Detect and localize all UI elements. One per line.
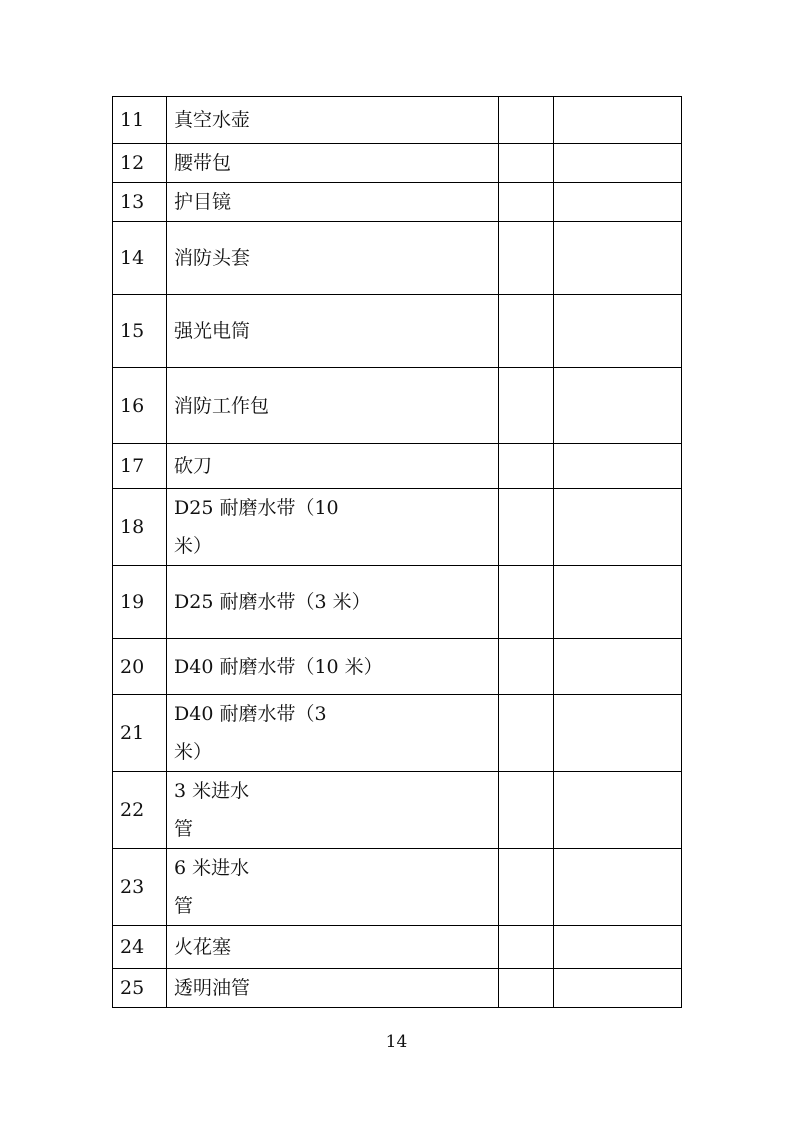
empty-cell [499,772,554,849]
item-name: 消防工作包 [167,368,499,444]
item-name: D40 耐磨水带（10 米） [167,639,499,695]
row-number: 21 [113,695,167,772]
empty-cell [499,368,554,444]
table-row [113,772,682,849]
table-row [113,144,682,183]
empty-cell [554,97,682,144]
item-name: 消防头套 [167,222,499,295]
item-name: 真空水壶 [167,97,499,144]
table-row [113,295,682,368]
item-name: 透明油管 [167,969,499,1008]
empty-cell [499,144,554,183]
empty-cell [499,489,554,566]
item-name: 6 米进水管 [167,849,499,926]
empty-cell [554,144,682,183]
table-row [113,639,682,695]
empty-cell [554,489,682,566]
empty-cell [554,368,682,444]
table-row [113,368,682,444]
table-row [113,222,682,295]
table-row [113,97,682,144]
row-number: 18 [113,489,167,566]
row-number: 19 [113,566,167,639]
empty-cell [554,566,682,639]
row-number: 25 [113,969,167,1008]
empty-cell [499,969,554,1008]
empty-cell [554,222,682,295]
row-number: 17 [113,444,167,489]
page-number: 14 [385,1032,408,1052]
row-number: 16 [113,368,167,444]
table-row [113,444,682,489]
empty-cell [554,695,682,772]
empty-cell [499,444,554,489]
table-row [113,566,682,639]
empty-cell [499,566,554,639]
item-name: 砍刀 [167,444,499,489]
item-name: 腰带包 [167,144,499,183]
item-name: 3 米进水管 [167,772,499,849]
empty-cell [554,183,682,222]
equipment-table [112,96,682,1008]
table-row [113,489,682,566]
empty-cell [554,444,682,489]
table-row [113,969,682,1008]
empty-cell [554,849,682,926]
empty-cell [499,222,554,295]
item-name: 火花塞 [167,926,499,969]
empty-cell [499,926,554,969]
row-number: 12 [113,144,167,183]
row-number: 11 [113,97,167,144]
empty-cell [554,639,682,695]
empty-cell [499,849,554,926]
empty-cell [554,969,682,1008]
row-number: 24 [113,926,167,969]
row-number: 22 [113,772,167,849]
empty-cell [554,295,682,368]
table-row [113,695,682,772]
row-number: 23 [113,849,167,926]
empty-cell [554,926,682,969]
empty-cell [499,295,554,368]
empty-cell [499,639,554,695]
empty-cell [554,772,682,849]
table-row [113,849,682,926]
row-number: 14 [113,222,167,295]
table-row [113,183,682,222]
item-name: D40 耐磨水带（3 米） [167,695,499,772]
empty-cell [499,183,554,222]
item-name: 护目镜 [167,183,499,222]
row-number: 13 [113,183,167,222]
item-name: D25 耐磨水带（10 米） [167,489,499,566]
row-number: 20 [113,639,167,695]
empty-cell [499,97,554,144]
empty-cell [499,695,554,772]
item-name: D25 耐磨水带（3 米） [167,566,499,639]
table-row [113,926,682,969]
item-name: 强光电筒 [167,295,499,368]
row-number: 15 [113,295,167,368]
